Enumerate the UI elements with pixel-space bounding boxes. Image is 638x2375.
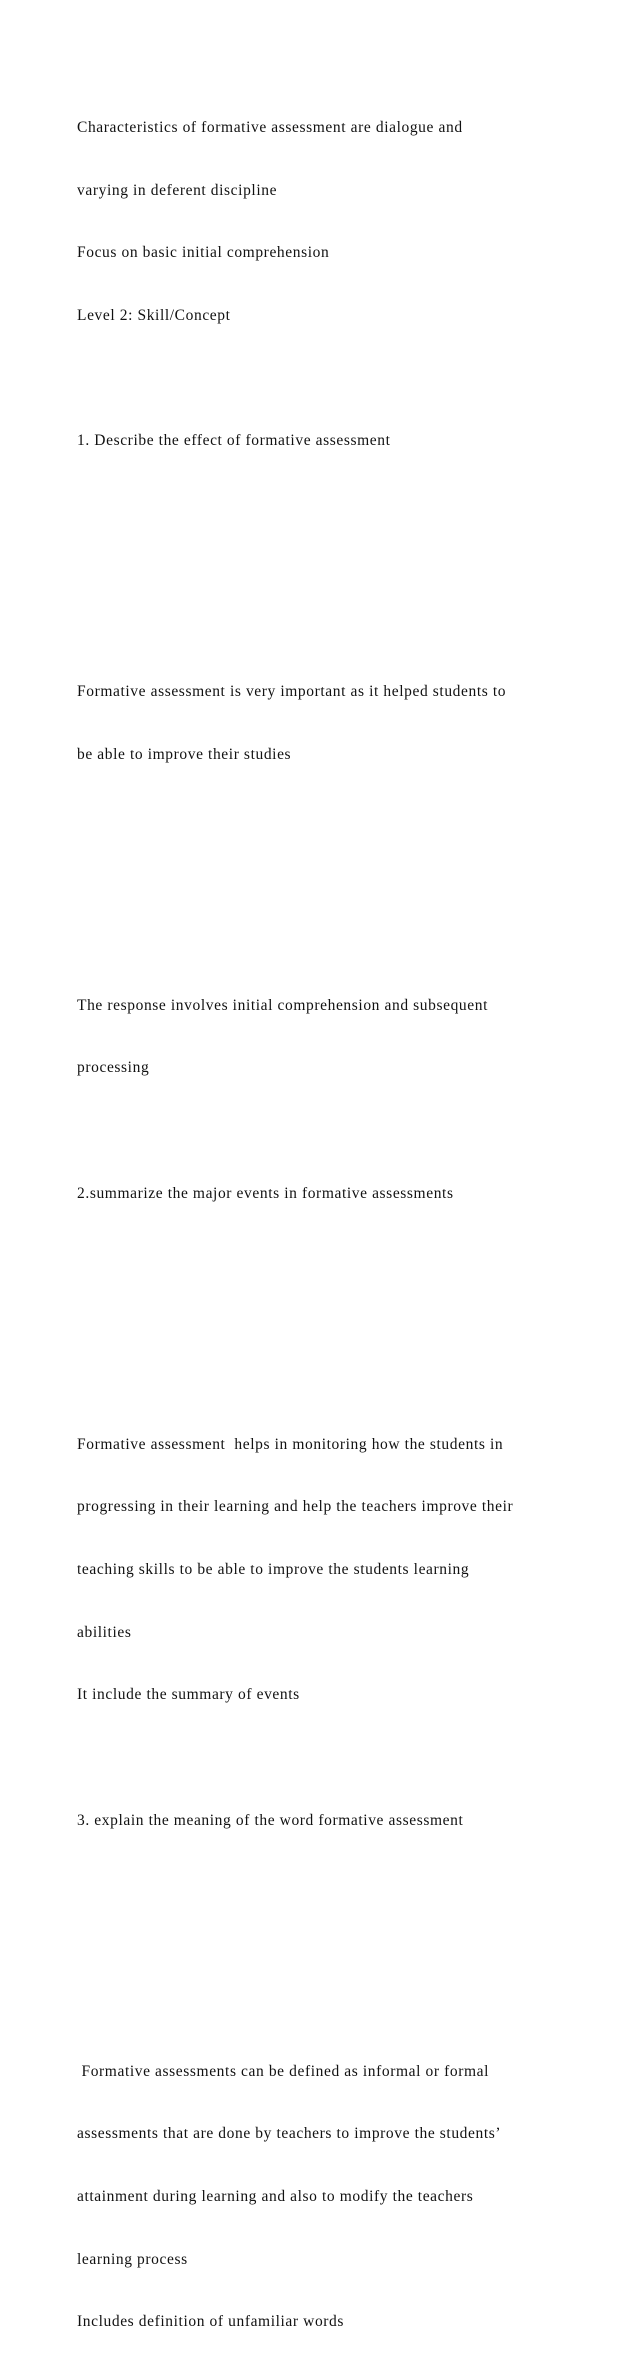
blank-line xyxy=(77,870,577,891)
answer-2-line: teaching skills to be able to improve the students learning xyxy=(77,1560,470,1578)
answer-1-line: be able to improve their studies xyxy=(77,745,292,763)
blank-line xyxy=(77,1874,577,1895)
answer-2-line: Formative assessment helps in monitoring how the students in xyxy=(77,1435,504,1453)
blank-line xyxy=(77,1246,577,1267)
answer-3-line: assessments that are done by teachers to improve the students’ xyxy=(77,2125,502,2143)
text-line: Characteristics of formative assessment are dialogue and xyxy=(77,118,463,136)
answer-2-line: abilities xyxy=(77,1623,132,1641)
blank-line xyxy=(77,933,577,954)
text-line: It include the summary of events xyxy=(77,1686,300,1704)
blank-line xyxy=(77,557,577,578)
text-line: The response involves initial comprehension and subsequent xyxy=(77,996,489,1014)
text-line: varying in deferent discipline xyxy=(77,181,278,199)
blank-line xyxy=(77,1372,577,1393)
question-2: 2.summarize the major events in formative assessments xyxy=(77,1184,454,1202)
text-line: processing xyxy=(77,1059,150,1077)
blank-line xyxy=(77,1748,577,1769)
blank-line xyxy=(77,1121,577,1142)
text-line: Level 2: Skill/Concept xyxy=(77,306,231,324)
blank-line xyxy=(77,808,577,829)
question-1: 1. Describe the effect of formative assessment xyxy=(77,432,391,450)
answer-3-line: learning process xyxy=(77,2250,188,2268)
blank-line xyxy=(77,1309,577,1330)
blank-line xyxy=(77,1936,577,1957)
answer-3-line: attainment during learning and also to modify the teachers xyxy=(77,2188,474,2206)
question-3: 3. explain the meaning of the word formative assessment xyxy=(77,1811,464,1829)
answer-1-line: Formative assessment is very important as it helped students to xyxy=(77,683,507,701)
blank-line xyxy=(77,494,577,515)
text-line: Includes definition of unfamiliar words xyxy=(77,2313,345,2331)
document-text xyxy=(77,76,577,2375)
blank-line xyxy=(77,1999,577,2020)
text-line: Focus on basic initial comprehension xyxy=(77,244,330,262)
answer-3-line: Formative assessments can be defined as informal or formal xyxy=(77,2062,490,2080)
answer-2-line: progressing in their learning and help the teachers improve their xyxy=(77,1498,514,1516)
blank-line xyxy=(77,619,577,640)
blank-line xyxy=(77,369,577,390)
